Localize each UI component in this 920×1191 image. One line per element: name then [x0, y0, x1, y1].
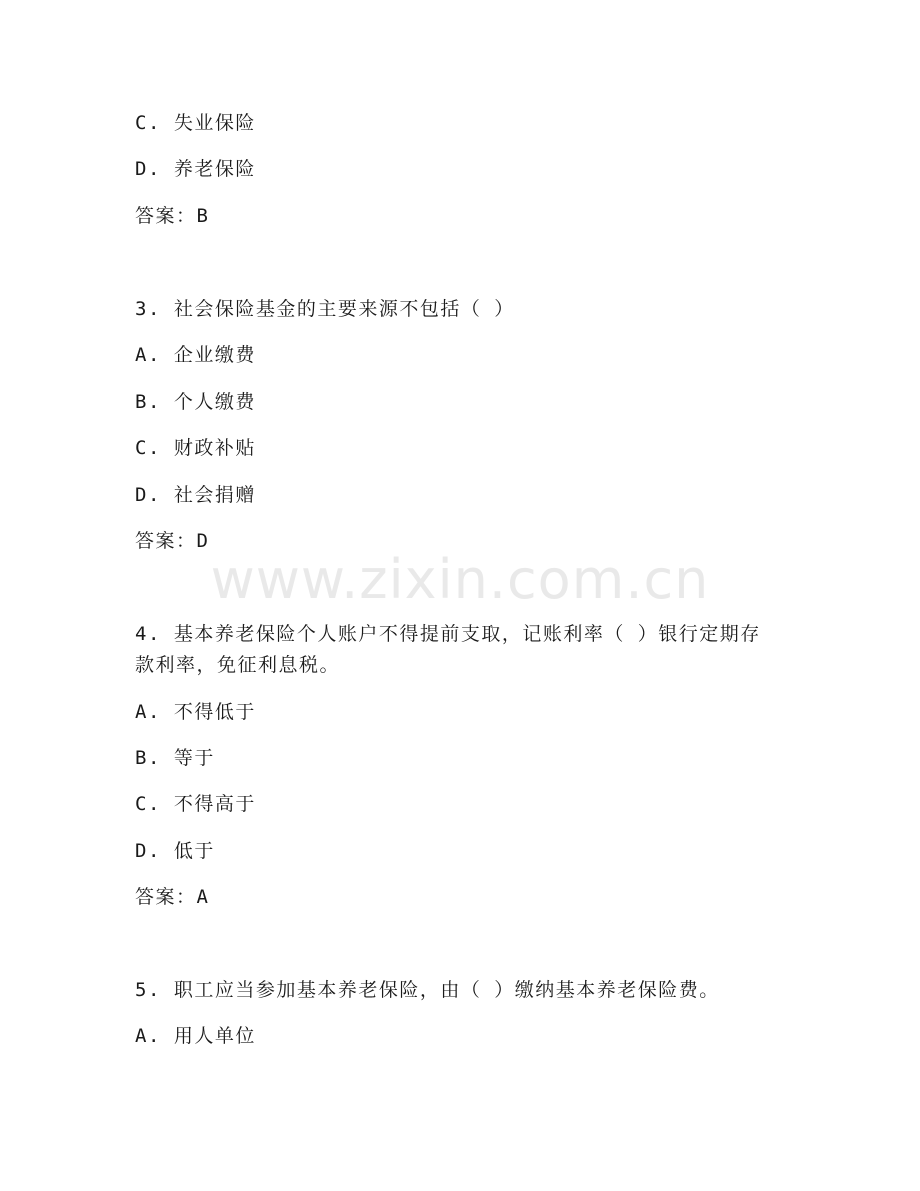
q4-question-line2: 款利率，免征利息税。	[135, 654, 341, 676]
q4-answer: 答案：A	[135, 886, 210, 908]
q5-question: 5. 职工应当参加基本养老保险，由（ ）缴纳基本养老保险费。	[135, 979, 720, 1001]
q3-option-d: D. 社会捐赠	[135, 484, 256, 506]
q2-option-d: D. 养老保险	[135, 158, 256, 180]
q4-option-b: B. 等于	[135, 747, 215, 769]
q3-option-c: C. 财政补贴	[135, 437, 256, 459]
q2-answer: 答案：B	[135, 205, 210, 227]
q2-option-c: C. 失业保险	[135, 112, 256, 134]
q5-option-a: A. 用人单位	[135, 1025, 256, 1047]
q3-question: 3. 社会保险基金的主要来源不包括（ ）	[135, 298, 515, 320]
q4-question-line1: 4. 基本养老保险个人账户不得提前支取，记账利率（ ）银行定期存	[135, 623, 761, 645]
q3-option-b: B. 个人缴费	[135, 391, 256, 413]
q4-option-a: A. 不得低于	[135, 701, 256, 723]
q3-option-a: A. 企业缴费	[135, 344, 256, 366]
q4-option-c: C. 不得高于	[135, 793, 256, 815]
q3-answer: 答案：D	[135, 530, 210, 552]
q4-option-d: D. 低于	[135, 840, 215, 862]
watermark: www.zixin.com.cn	[210, 548, 710, 611]
